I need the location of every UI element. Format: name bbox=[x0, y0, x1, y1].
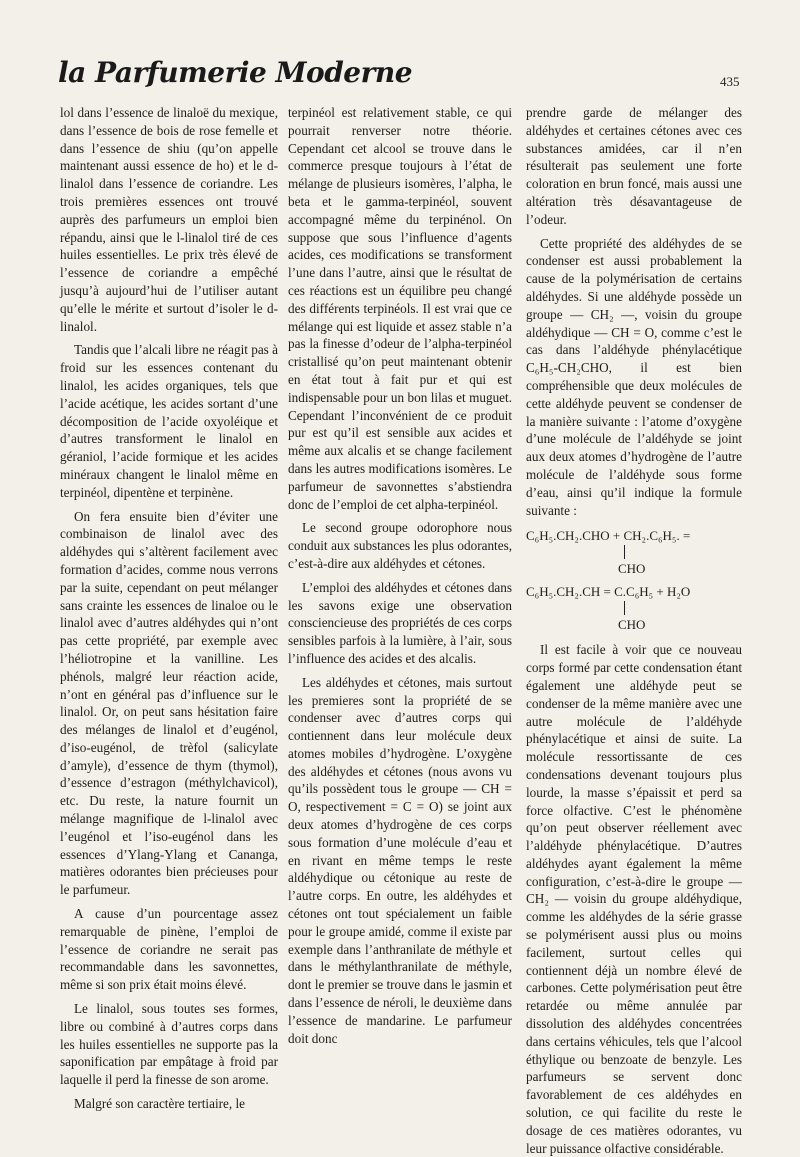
paragraph: terpinéol est relativement stable, ce qui pourrait renverser notre théorie. Cependant cet alcool se trouve dans le commerce presque toujours à l’état de mélange de plusieurs isomères, l’alpha, le beta et le gamma-terpinéol, souvent accompagné même du terpinénol. On suppose que sous l’influence d’agents acides, ces modifications se transforment l’une dans l’autre, ainsi que le résultat de ces réactions est un équilibre peu changé des différents terpinéols. Il est vrai que ce mélange qui est liquide et assez stable n’a pas la finesse d’odeur de l’alpha-terpinéol cristallisé qu’on peut maintenant obtenir en état tout à fait pur et qui est indispensable pour un bon lilas et muguet. Cependant l’inconvénient de ce produit pur est qu’il est sensible aux acides et même aux alcalis et se change facilement dans les autres modifications isomères. Le parfumeur de savonnettes s’abstiendra donc de l’emploi de cet alpha-terpinéol. bbox=[288, 105, 512, 512]
paragraph: Il est facile à voir que ce nouveau corps formé par cette condensation étant également une aldéhyde peut se condenser de la même manière avec une autre molécule de l’aldéhyde phénylacétique et ainsi de suite. La molécule ressortissante de ces condensations devenant toujours plus lourde, la masse s’épaissit et perd sa force olfactive. C’est le phénomène qu’on peut observer réellement avec l’aldéhyde phénylacétique. D’autres aldéhydes ayant également la même configuration, c’est-à-dire le groupe — CH₂ — voisin du groupe aldéhydique, comme les aldéhydes de la série grasse se polymérisent aussi plus ou moins facilement, surtout celles qui contiennent déjà un nombre élevé de carbones. Cette polymérisation peut être retardée ou même annulée par dissolution des aldéhydes concentrées dans certains véhicules, tels que l’alcool éthylique ou benzoate de benzyle. Les parfumeurs se servent donc favorablement de ces aldéhydes en solution, ce qui facilite du reste le dosage de ces matières odorantes, vu leur puissance olfactive considérable. bbox=[526, 642, 742, 1156]
paragraph: lol dans l’essence de linaloë du mexique, dans l’essence de bois de rose femelle et dans l’essence de shiu (qu’on appelle maintenant aussi essence de ho) et le d-linalol dans l’essence de coriandre. Les trois premières essences ont trouvé auprès des parfumeurs un emploi bien répandu, ainsi que le l-linalol tiré de ces huiles essentielles. Le prix très élevé de l’essence de coriandre a empêché jusqu’à aujourd’hui de l’utiliser autant qu’elle le mérite et surtout d’isoler le d-linalol. bbox=[60, 105, 278, 334]
page-number: 435 bbox=[720, 74, 740, 89]
paragraph: Le second groupe odorophore nous conduit aux substances les plus odorantes, c’est-à-dire aux aldéhydes et cétones. bbox=[288, 520, 512, 571]
column-1 bbox=[60, 104, 278, 1113]
paragraph: Cette propriété des aldéhydes de se condenser est aussi probablement la cause de la polymérisation de certains aldéhydes. Si une aldéhyde possède un groupe — CH₂ —, voisin du groupe aldéhydique — CH = O, comme c’est le cas dans l’aldéhyde phénylacétique C₆H₅-CH₂CHO, il est bien compréhensible que deux molécules de cette aldéhyde peuvent se condenser de la manière suivante : l’atome d’oxygène d’une molécule de l’aldéhyde se joint aux deux atomes d’hydrogène de l’autre molécule de l’aldéhyde sous forme d’eau, ainsi qu’il indique la formule suivante : bbox=[526, 235, 742, 518]
formula-line-1: C₆H₅.CH₂.CHO + CH₂.C₆H₅. = bbox=[526, 528, 691, 544]
column-3 bbox=[526, 104, 742, 1157]
paragraph: Malgré son caractère tertiaire, le bbox=[74, 1096, 245, 1112]
paragraph: On fera ensuite bien d’éviter une combinaison de linalol avec des aldéhydes qui s’altèrent facilement avec formation d’acides, comme nous verrons par la suite, cependant on peut mélanger sans crainte les essences de linaloe ou le linalol avec d’autres aldéhydes qui n’ont pas cette propriété, par exemple avec l’héliotropine et la vanilline. Les phénols, malgré leur réaction acide, n’ont en général pas d’influence sur le linalol. Or, on peut sans hésitation faire des mélanges de linalol et d’eugénol, d’iso-eugénol, de trèfol (salicylate d’amyle), d’essence de thym (thymol), d’essence d’estragon (méthylchavicol), etc. Du reste, la nature fournit un mélange magnifique de l-linalol avec l’eugénol et l’iso-eugénol dans les essences d’Ylang-Ylang et Cananga, matières odorantes bien précieuses pour le parfumeur. bbox=[60, 508, 278, 898]
paragraph: L’emploi des aldéhydes et cétones dans les savons exige une observation consciencieuse des propriétés de ces corps sensibles parfois à la lumière, à l’air, sous l’influence des acides et des alcalis. bbox=[288, 579, 512, 666]
formula-bond bbox=[526, 544, 742, 560]
paragraph: Tandis que l’alcali libre ne réagit pas à froid sur les essences contenant du linalol, les acides organiques, tels que l’acide acétique, les acides sortant d’une décomposition de l’acide oxyoléique et d’autres transforment le linalol en géraniol, l’acide formique et les acides minéraux changent le linalol même en terpinéol, dipentène et terpinène. bbox=[60, 342, 278, 500]
chemical-formula bbox=[526, 527, 742, 633]
paragraph: Le linalol, sous toutes ses formes, libre ou combiné à d’autres corps dans les huiles essentielles ne supporte pas la saponification par empâtage à froid par laquelle il perd la finesse de son arome. bbox=[60, 1001, 278, 1088]
masthead-logo: la Parfumerie Moderne bbox=[58, 56, 413, 89]
paragraph: Les aldéhydes et cétones, mais surtout les premieres sont la propriété de se condenser avec d’autres corps qui contiennent dans leur molécule deux atomes mobiles d’hydrogène. L’oxygène des aldéhydes et cétones (nous avons vu qu’ils possèdent tous le groupe — CH = O, respectivement = C = O) se joint aux deux atomes d’hydrogène de ces corps sous formation d’une molécule d’eau et en rivant en même temps le reste aldéhydique ou cétonique au reste de l’autre corps. En outre, les aldéhydes et cétones ont tout spécialement un faible pour le groupe amidé, comme il existe par exemple dans l’anthranilate de méthyle et dans le méthylanthranilate de méthyle, dont le premier se trouve dans le jasmin et dans l’essence de néroli, le deuxième dans l’essence de mandarine. Le parfumeur doit donc bbox=[288, 674, 512, 1046]
paragraph: A cause d’un pourcentage assez remarquable de pinène, l’emploi de l’essence de coriandre ne serait pas recommandable dans les savonnettes, même si son prix était moins élevé. bbox=[60, 906, 278, 993]
formula-line-2: C₆H₅.CH₂.CH = C.C₆H₅ + H₂O bbox=[526, 584, 691, 600]
formula-bond bbox=[526, 600, 742, 616]
formula-line-2-branch: CHO bbox=[618, 617, 646, 633]
column-2 bbox=[288, 104, 512, 1047]
formula-line-1-branch: CHO bbox=[618, 561, 646, 577]
paragraph: prendre garde de mélanger des aldéhydes et certaines cétones avec ces substances amidées, car il n’en résulterait pas seulement une forte coloration en brun foncé, mais aussi une altération très désavantageuse de l’odeur. bbox=[526, 105, 742, 227]
